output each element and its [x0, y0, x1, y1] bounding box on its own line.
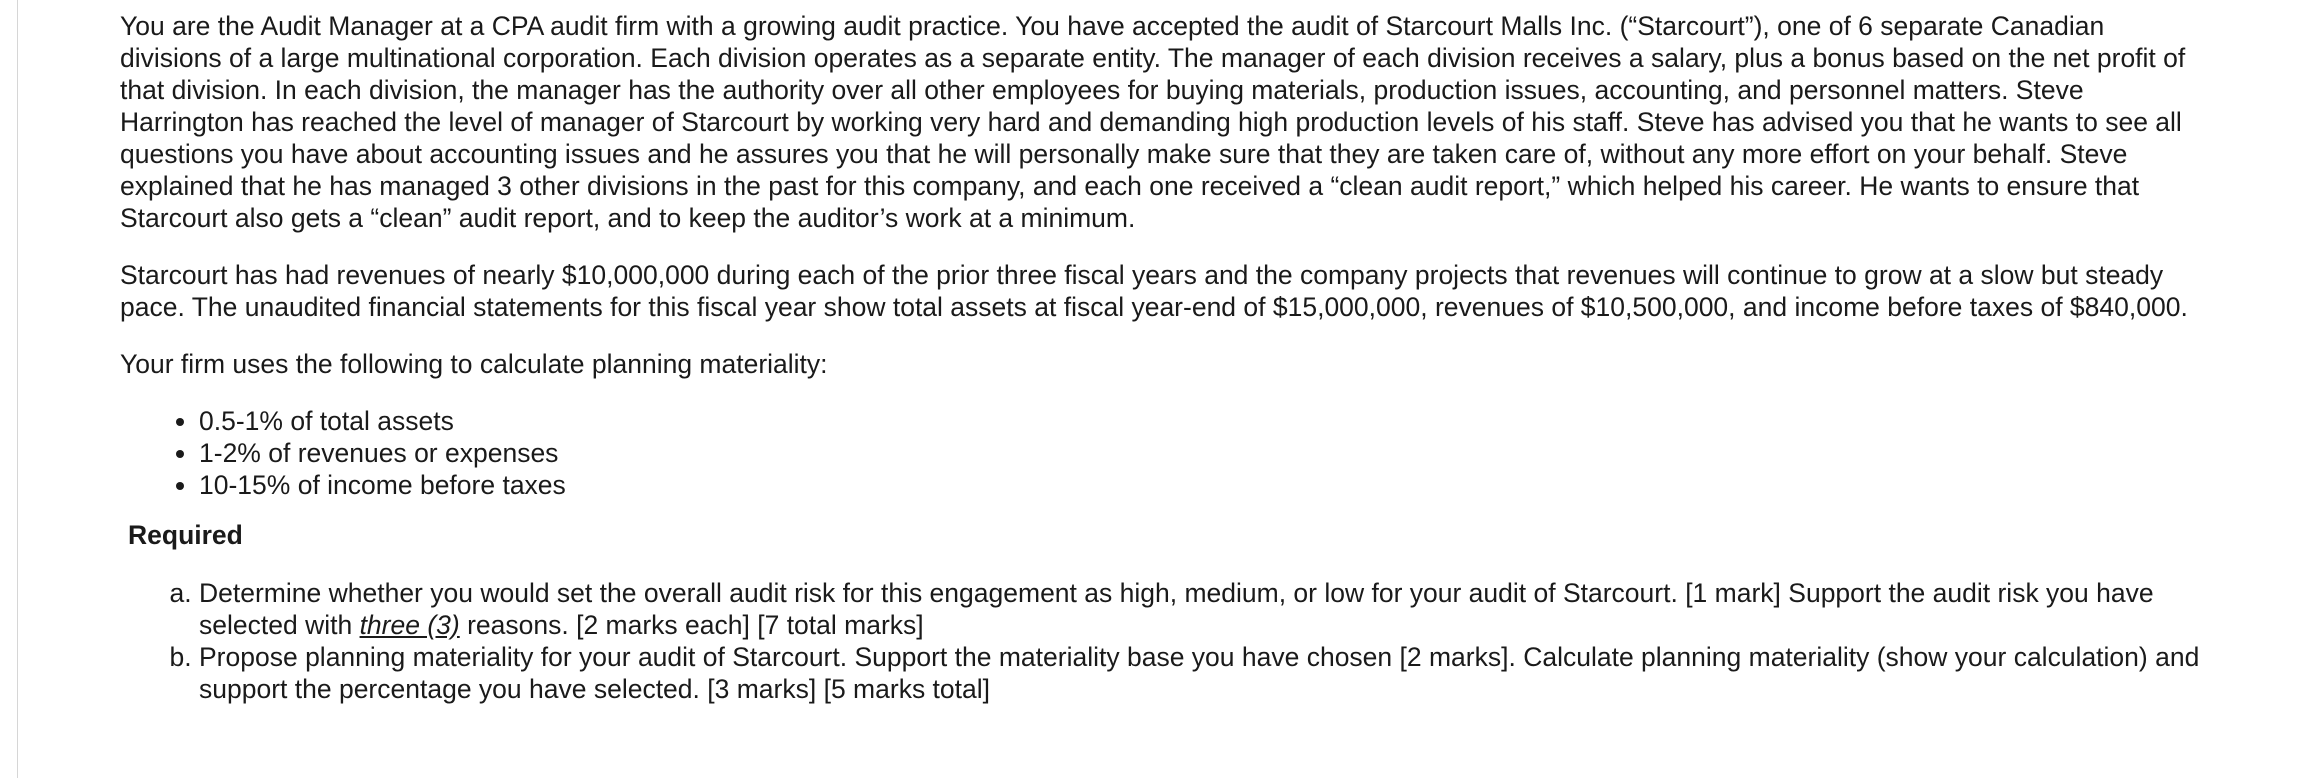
question-a-text-start: Determine whether you would set the overall audit risk for this engagement as high, medium, or low for your audit of Starcourt. [1 mark] Support the audit risk you have selected with: [199, 578, 2154, 640]
intro-paragraph: You are the Audit Manager at a CPA audit firm with a growing audit practice. You have accepted the audit of Starcourt Malls Inc. (“Starcourt”), one of 6 separate Canadian divisions of a large multinational corporation. Each division operates as a separate entity. The manager of each division receives a salary, plus a bonus based on the net profit of that division. In each division, the manager has the authority over all other employees for buying materials, production issues, accounting, and personnel matters. Steve Harrington has reached the level of manager of Starcourt by working very hard and demanding high production levels of his staff. Steve has advised you that he wants to see all questions you have about accounting issues and he assures you that he will personally make sure that they are taken care of, without any more effort on your behalf. Steve explained that he has managed 3 other divisions in the past for this company, and each one received a “clean audit report,” which helped his career. He wants to ensure that Starcourt also gets a “clean” audit report, and to keep the auditor’s work at a minimum.: [120, 11, 2186, 233]
document-body: [120, 10, 2200, 705]
question-a-emphasis: three (3): [359, 610, 460, 640]
page-left-border: [17, 0, 18, 778]
question-b-text: Propose planning materiality for your audit of Starcourt. Support the materiality base you have chosen [2 marks]. Calculate planning materiality (show your calculation) and support the percentage you have selected. [3 marks] [5 marks total]: [199, 642, 2200, 704]
question-b: [199, 641, 2200, 705]
materiality-criteria-list: [120, 405, 2200, 501]
revenue-paragraph: Starcourt has had revenues of nearly $10,000,000 during each of the prior three fiscal years and the company projects that revenues will continue to grow at a slow but steady pace. The unaudited financial statements for this fiscal year show total assets at fiscal year-end of $15,000,000, revenues of $10,500,000, and income before taxes of $840,000.: [120, 260, 2188, 322]
materiality-intro-paragraph: Your firm uses the following to calculate planning materiality:: [120, 349, 828, 379]
list-item: • 0.5-1% of total assets: [199, 405, 2200, 437]
question-a-text-end: reasons. [2 marks each] [7 total marks]: [459, 610, 924, 640]
required-questions-list: [120, 577, 2200, 705]
list-item: • 1-2% of revenues or expenses: [199, 437, 2200, 469]
question-a: [199, 577, 2200, 641]
required-heading: Required: [128, 520, 243, 550]
list-item: • 10-15% of income before taxes: [199, 469, 2200, 501]
